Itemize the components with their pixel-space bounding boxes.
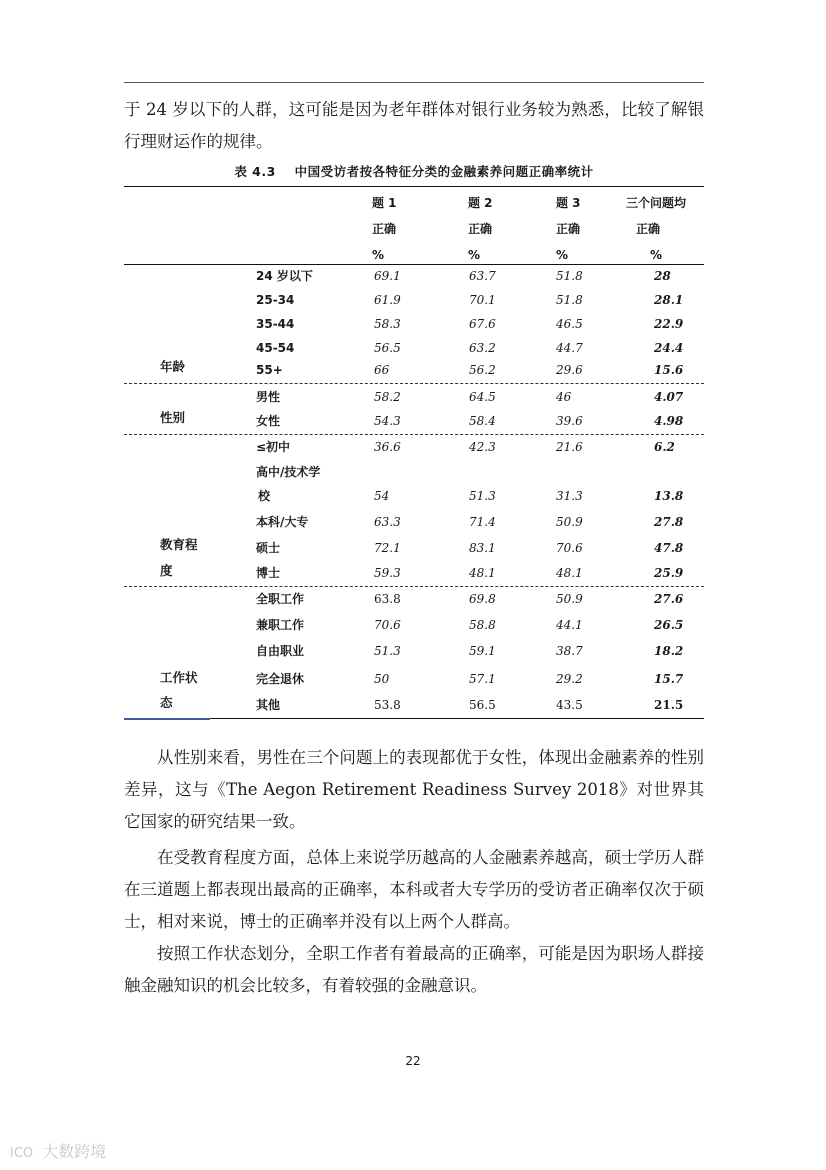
row-label: 24 岁以下	[256, 269, 313, 283]
cell-q2: 51.3	[469, 489, 496, 503]
table-row	[124, 669, 704, 695]
cell-all: 27.6	[654, 592, 684, 606]
cell-all: 4.98	[654, 414, 684, 428]
group-label-age: 年龄	[160, 359, 186, 374]
cell-all: 27.8	[654, 515, 684, 529]
table-caption	[124, 162, 704, 180]
cell-all: 26.5	[654, 618, 684, 632]
cell-q2: 70.1	[469, 293, 496, 307]
row-label: 55+	[256, 363, 283, 377]
row-label: 女性	[256, 414, 281, 428]
row-label: ≤初中	[256, 440, 291, 454]
cell-q2: 63.7	[469, 269, 496, 283]
cell-q1: 69.1	[374, 269, 401, 283]
cell-q2: 58.8	[469, 618, 496, 632]
header-q2	[468, 190, 493, 268]
cell-q2: 63.2	[469, 341, 496, 355]
row-label: 自由职业	[256, 644, 305, 658]
cell-all: 24.4	[654, 341, 684, 355]
group-label-gender: 性别	[160, 410, 186, 425]
cell-q2: 71.4	[469, 515, 496, 529]
cell-q3: 43.5	[556, 698, 583, 712]
cell-q2: 64.5	[469, 390, 496, 404]
header-all-line2: 正确	[636, 222, 661, 236]
header-q1-line1: 题 1	[372, 196, 397, 210]
cell-q3: 44.7	[556, 341, 583, 355]
cell-q3: 29.6	[556, 363, 583, 377]
cell-all: 47.8	[654, 541, 684, 555]
cell-q2: 59.1	[469, 644, 496, 658]
cell-q1: 61.9	[374, 293, 401, 307]
row-label: 兼职工作	[256, 618, 305, 632]
group-divider	[124, 383, 704, 384]
cell-q3: 29.2	[556, 672, 583, 686]
cell-q3: 70.6	[556, 541, 583, 555]
cell-all: 28.1	[654, 293, 684, 307]
row-label: 其他	[256, 698, 281, 712]
header-q3-line1: 题 3	[556, 196, 581, 210]
group-label-education-line1: 教育程	[160, 537, 198, 552]
row-label-line1: 高中/技术学	[256, 465, 321, 479]
header-q3	[556, 190, 581, 268]
header-q1-line3: %	[372, 248, 385, 262]
row-label: 完全退休	[256, 672, 305, 686]
cell-q3: 39.6	[556, 414, 583, 428]
table-bottom-rule	[124, 718, 704, 719]
cell-q2: 83.1	[469, 541, 496, 555]
cell-q2: 69.8	[469, 592, 496, 606]
row-label: 本科/大专	[256, 515, 309, 529]
cell-all: 28	[654, 269, 671, 283]
cell-all: 21.5	[654, 698, 684, 712]
header-q3-line2: 正确	[556, 222, 581, 236]
cell-q3: 46.5	[556, 317, 583, 331]
cell-q3: 51.8	[556, 269, 583, 283]
table-row	[124, 615, 704, 641]
cell-q1: 72.1	[374, 541, 401, 555]
header-all-line1: 三个问题均	[626, 196, 687, 210]
cell-q2: 56.2	[469, 363, 496, 377]
header-rule-bottom	[124, 264, 704, 265]
cell-q1: 54	[374, 489, 390, 503]
cell-q2: 48.1	[469, 566, 496, 580]
cell-q2: 56.5	[469, 698, 496, 712]
cell-q2: 42.3	[469, 440, 496, 454]
page-number: 22	[405, 1054, 421, 1068]
table-row	[124, 589, 704, 615]
cell-q3: 44.1	[556, 618, 583, 632]
cell-q3: 48.1	[556, 566, 583, 580]
table-row	[124, 641, 704, 667]
cell-all: 25.9	[654, 566, 684, 580]
watermark-logo: ICO	[10, 1146, 34, 1161]
watermark	[10, 1139, 106, 1162]
row-label-line2: 校	[258, 489, 271, 503]
cell-all: 22.9	[654, 317, 684, 331]
cell-all: 4.07	[654, 390, 684, 404]
paragraph-education: 在受教育程度方面，总体上来说学历越高的人金融素养越高，硕士学历人群在三道题上都表现出最高的正确率，本科或者大专学历的受访者正确率仅次于硕士，相对来说，博士的正确率并没有以上两个人群高。	[124, 848, 704, 931]
cell-all: 15.6	[654, 363, 684, 377]
cell-q3: 50.9	[556, 515, 583, 529]
table-row	[124, 512, 704, 538]
intro-paragraph: 于 24 岁以下的人群，这可能是因为老年群体对银行业务较为熟悉，比较了解银行理财运作的规律。	[124, 100, 704, 151]
cell-q3: 31.3	[556, 489, 583, 503]
cell-q1: 70.6	[374, 618, 401, 632]
table-row	[124, 437, 704, 463]
group-label-work-line1: 工作状	[160, 670, 198, 685]
table-bottom-accent	[124, 718, 210, 720]
table-number: 表 4.3	[234, 164, 276, 179]
row-label: 男性	[256, 390, 281, 404]
table-row	[124, 387, 704, 413]
paragraph-gender: 从性别来看，男性在三个问题上的表现都优于女性，体现出金融素养的性别差异，这与《The Aegon Retirement Readiness Survey 2018》对世界其它国家的研究结果一致。	[124, 748, 704, 831]
watermark-text: 大数跨境	[42, 1142, 107, 1161]
header-q2-line3: %	[468, 248, 481, 262]
header-q3-line3: %	[556, 248, 569, 262]
header-all-line3: %	[650, 248, 663, 262]
row-label: 硕士	[256, 541, 281, 555]
cell-q2: 57.1	[469, 672, 496, 686]
cell-q1: 56.5	[374, 341, 401, 355]
header-all	[626, 190, 686, 268]
cell-q2: 58.4	[469, 414, 496, 428]
header-q1	[372, 190, 397, 268]
cell-all: 18.2	[654, 644, 684, 658]
cell-all: 15.7	[654, 672, 684, 686]
cell-q3: 21.6	[556, 440, 583, 454]
cell-q2: 67.6	[469, 317, 496, 331]
table-title: 中国受访者按各特征分类的金融素养问题正确率统计	[294, 164, 594, 179]
header-q2-line1: 题 2	[468, 196, 493, 210]
group-label-work-line2: 态	[160, 695, 173, 710]
table-row	[124, 462, 704, 488]
row-label: 博士	[256, 566, 281, 580]
table-row	[124, 314, 704, 340]
cell-q1: 51.3	[374, 644, 401, 658]
header-q1-line2: 正确	[372, 222, 397, 236]
group-divider	[124, 586, 704, 587]
cell-q1: 58.2	[374, 390, 401, 404]
row-label: 全职工作	[256, 592, 305, 606]
cell-q1: 66	[374, 363, 390, 377]
cell-q3: 38.7	[556, 644, 583, 658]
cell-q1: 54.3	[374, 414, 401, 428]
cell-q3: 50.9	[556, 592, 583, 606]
cell-q1: 50	[374, 672, 390, 686]
paragraph-work: 按照工作状态划分，全职工作者有着最高的正确率，可能是因为职场人群接触金融知识的机会比较多，有着较强的金融意识。	[124, 944, 704, 995]
table-row	[124, 290, 704, 316]
cell-all: 13.8	[654, 489, 684, 503]
row-label: 45-54	[256, 341, 295, 355]
cell-q1: 53.8	[374, 698, 401, 712]
table-row	[124, 486, 704, 512]
cell-all: 6.2	[654, 440, 675, 454]
table-row	[124, 538, 704, 564]
cell-q1: 63.3	[374, 515, 401, 529]
cell-q3: 46	[556, 390, 572, 404]
cell-q1: 59.3	[374, 566, 401, 580]
table-row	[124, 266, 704, 292]
table-top-rule	[124, 186, 704, 187]
cell-q1: 36.6	[374, 440, 401, 454]
cell-q3: 51.8	[556, 293, 583, 307]
cell-q1: 58.3	[374, 317, 401, 331]
header-q2-line2: 正确	[468, 222, 493, 236]
group-label-education-line2: 度	[160, 563, 173, 578]
header-rule	[124, 82, 704, 83]
row-label: 35-44	[256, 317, 295, 331]
group-divider	[124, 434, 704, 435]
row-label: 25-34	[256, 293, 295, 307]
cell-q1: 63.8	[374, 592, 401, 606]
